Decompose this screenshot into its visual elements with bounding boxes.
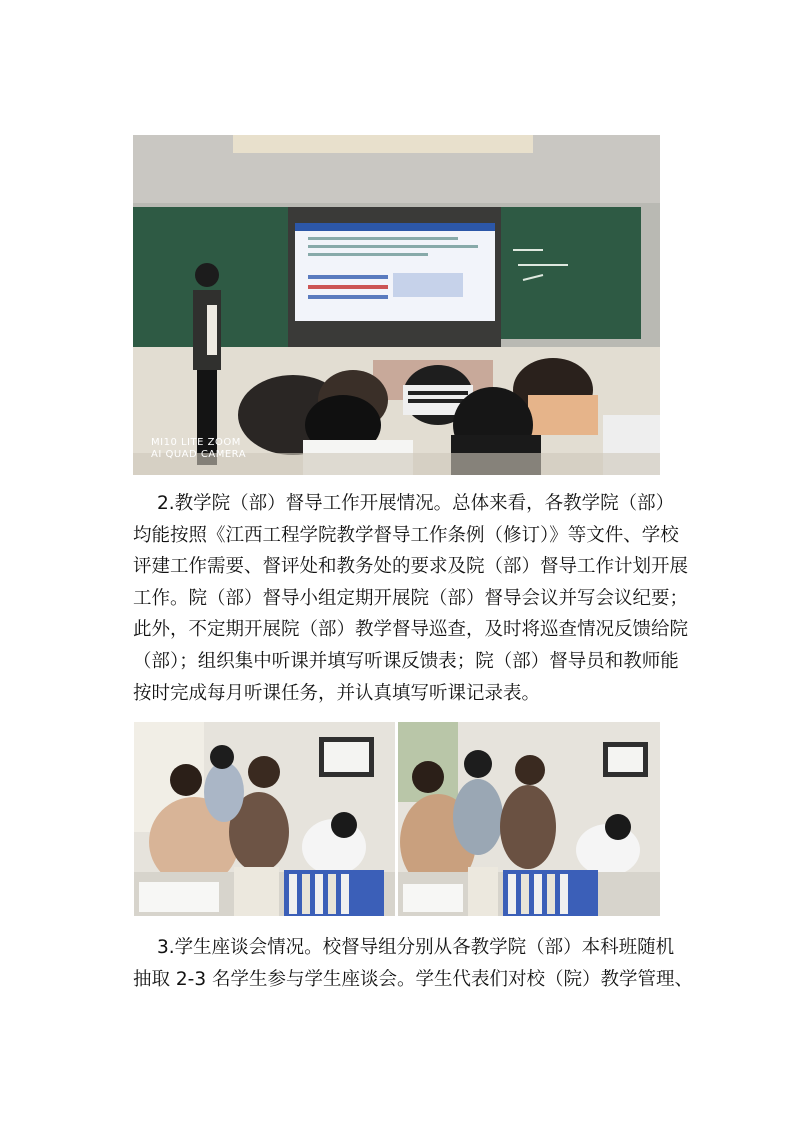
meeting-illustration-right xyxy=(398,722,660,916)
camera-watermark xyxy=(151,437,246,461)
paragraph-line: （部）；组织集中听课并填写听课反馈表；院（部）督导员和教师能 xyxy=(133,650,679,672)
section3-paragraph xyxy=(133,932,693,995)
paragraph-line: 评建工作需要、督评处和教务处的要求及院（部）督导工作计划开展 xyxy=(133,556,689,578)
paragraph-line: 工作。院（部）督导小组定期开展院（部）督导会议并写会议纪要； xyxy=(133,587,689,609)
paragraph-line: 2.教学院（部）督导工作开展情况。总体来看，各教学院（部） xyxy=(157,493,675,514)
watermark-line-2: AI QUAD CAMERA xyxy=(151,449,247,460)
watermark-line-1: MI10 LITE ZOOM xyxy=(151,437,241,448)
paragraph-line: 均能按照《江西工程学院教学督导工作条例（修订）》等文件、学校 xyxy=(133,524,679,546)
meeting-photo-left xyxy=(134,722,395,916)
paragraph-line: 此外，不定期开展院（部）教学督导巡查，及时将巡查情况反馈给院 xyxy=(133,619,689,641)
meeting-illustration-left xyxy=(134,722,395,916)
section2-paragraph xyxy=(133,488,689,709)
meeting-photo-right xyxy=(398,722,660,916)
paragraph-line: 抽取 2-3 名学生参与学生座谈会。学生代表们对校（院）教学管理、 xyxy=(133,968,693,990)
classroom-illustration xyxy=(133,135,660,475)
paragraph-line: 3.学生座谈会情况。校督导组分别从各教学院（部）本科班随机 xyxy=(157,937,675,958)
paragraph-line: 按时完成每月听课任务，并认真填写听课记录表。 xyxy=(133,682,541,704)
classroom-photo xyxy=(133,135,660,475)
